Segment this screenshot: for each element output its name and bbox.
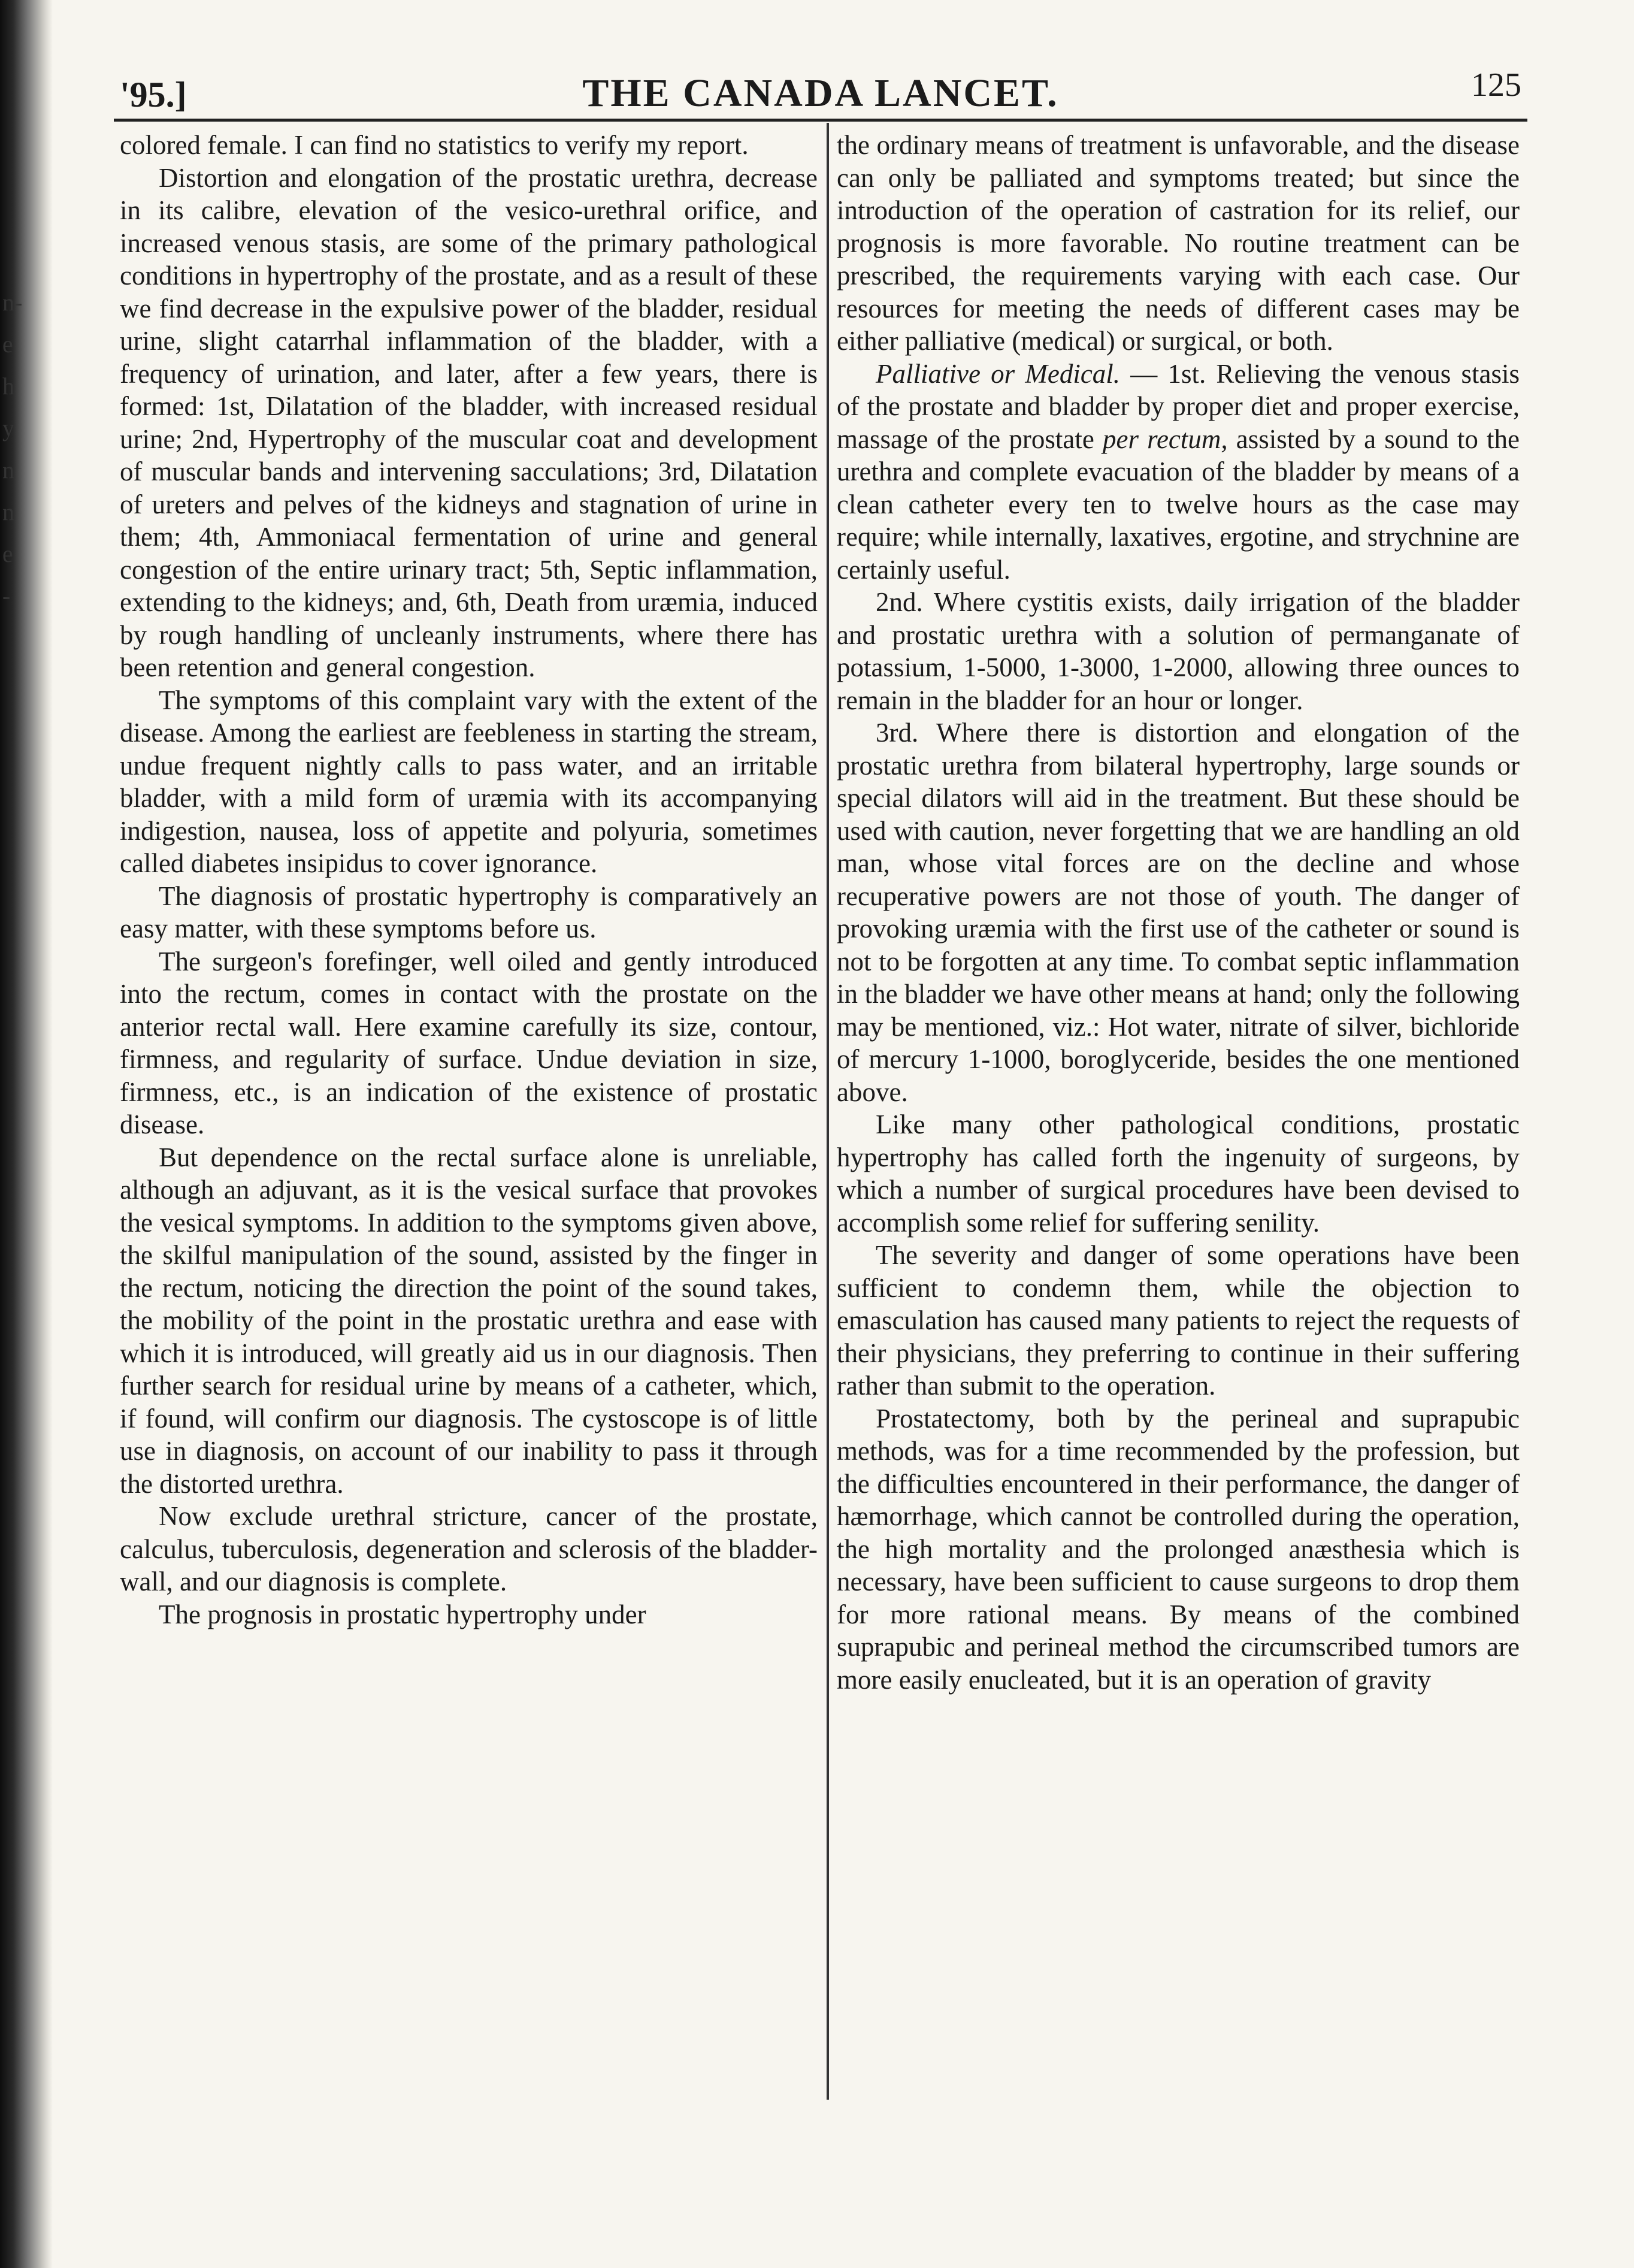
paragraph: The symptoms of this complaint vary with the extent of the disease. Among the earliest are feebleness in starting the stream, undue frequent nightly calls to pass water, and an irritable bladder, with a mild form of uræmia with its accompanying indigestion, nausea, loss of appetite and polyuria, sometimes called diabetes insipidus to cover ignorance. [120,685,818,878]
paragraph: Like many other pathological conditions, prostatic hypertrophy has called forth the ingenuity of surgeons, by which a number of surgical procedures have been devised to accomplish some relief for suffering senility. [837,1109,1520,1238]
paragraph: colored female. I can find no statistics to verify my report. [120,130,749,160]
paragraph: The surgeon's forefinger, well oiled and gently introduced into the rectum, comes in contact with the prostate on the anterior rectal wall. Here examine carefully its size, contour, firmness, and regularity of surface. Undue deviation in size, firmness, etc., is an indication of the existence of prostatic disease. [120,946,818,1139]
margin-fragments [2,282,23,617]
header-rule [114,119,1527,122]
paragraph: The prognosis in prostatic hypertrophy under [159,1599,646,1629]
page-header [120,66,1521,120]
paragraph: 3rd. Where there is distortion and elongation of the prostatic urethra from bilateral hypertrophy, large sounds or special dilators will aid in the treatment. But these should be used with caution, never forgetting that we are handling an old man, whose vital forces are on the decline and whose recuperative powers are not those of youth. The danger of provoking uræmia with the first use of the catheter or sound is not to be forgotten at any time. To combat septic inflammation in the bladder we have other means at hand; only the following may be mentioned, viz.: Hot water, nitrate of silver, bichloride of mercury 1-1000, boroglyceride, besides the one mentioned above. [837,718,1520,1107]
margin-fragment: y [2,415,14,441]
paragraph: The diagnosis of prostatic hypertrophy is comparatively an easy matter, with these symptoms before us. [120,881,818,944]
page-number: 125 [1471,66,1521,104]
section-heading: Palliative or Medical. [876,358,1121,389]
column-divider [827,123,829,2100]
text-run: — 1st. Relieving the venous stasis of the prostate and bladder by proper diet and proper exercise, massage of the prostate [837,358,1520,454]
margin-fragment: h [2,373,14,400]
volume-year: '95.] [120,75,187,114]
paragraph: Distortion and elongation of the prostatic urethra, decrease in its calibre, elevation of the vesico-urethral orifice, and increased venous stasis, are some of the primary pathological conditions in hypertrophy of the prostate, and as a result of these we find decrease in the expulsive power of the bladder, residual urine, slight catarrhal inflammation of the bladder, with a frequency of urination, and later, after a few years, there is formed: 1st, Dilatation of the bladder, with increased residual urine; 2nd, Hypertrophy of the muscular coat and development of muscular bands and intervening sacculations; 3rd, Dilatation of ureters and pelves of the kidneys and stagnation of urine in them; 4th, Ammoniacal fermentation of urine and general congestion of the entire urinary tract; 5th, Septic inflammation, extending to the kidneys; and, 6th, Death from uræmia, induced by rough handling of uncleanly instruments, where there has been retention and general congestion. [120,162,818,682]
margin-fragment: e [2,331,13,358]
paragraph [837,358,1520,586]
margin-fragment: e [2,540,13,567]
journal-title: THE CANADA LANCET. [582,71,1059,115]
left-column [120,129,818,2106]
paragraph: Now exclude urethral stricture, cancer of the prostate, calculus, tuberculosis, degeneration and sclerosis of the bladder-wall, and our diagnosis is complete. [120,1501,818,1596]
margin-fragment: n [2,456,14,483]
margin-fragment: n- [2,289,23,316]
text-run: assisted by a sound to the urethra and complete evacuation of the bladder by means of a clean catheter every ten to twelve hours as the case may require; while internally, laxatives, ergotine, and strychnine are certainly useful. [837,424,1520,585]
latin-term: per rectum, [1102,424,1228,454]
paragraph: the ordinary means of treatment is unfavorable, and the disease can only be palliated and symptoms treated; but since the introduction of the operation of castration for its relief, our prognosis is more favorable. No routine treatment can be prescribed, the requirements varying with each case. Our resources for meeting the needs of different cases may be either palliative (medical) or surgical, or both. [837,130,1520,356]
paragraph: But dependence on the rectal surface alone is unreliable, although an adjuvant, as it is the vesical surface that provokes the vesical symptoms. In addition to the symptoms given above, the skilful manipulation of the sound, assisted by the finger in the rectum, noticing the direction the point of the sound takes, the mobility of the point in the prostatic urethra and ease with which it is introduced, will greatly aid us in our diagnosis. Then further search for residual urine by means of a catheter, which, if found, will confirm our diagnosis. The cystoscope is of little use in diagnosis, on account of our inability to pass it through the distorted urethra. [120,1142,818,1499]
margin-fragment: - [2,582,11,609]
paragraph: 2nd. Where cystitis exists, daily irrigation of the bladder and prostatic urethra with a solution of permanganate of potassium, 1-5000, 1-3000, 1-2000, allowing three ounces to remain in the bladder for an hour or longer. [837,587,1520,715]
right-column [837,129,1520,2106]
paragraph: The severity and danger of some operations have been sufficient to condemn them, while the objection to emasculation has caused many patients to reject the requests of their physicians, they preferring to continue in their suffering rather than submit to the operation. [837,1240,1520,1401]
paragraph: Prostatectomy, both by the perineal and suprapubic methods, was for a time recommended by the profession, but the difficulties encountered in their performance, the danger of hæmorrhage, which cannot be controlled during the operation, the high mortality and the prolonged anæsthesia which is necessary, have been sufficient to cause surgeons to drop them for more rational means. By means of the combined suprapubic and perineal method the circumscribed tumors are more easily enucleated, but it is an operation of gravity [837,1403,1520,1695]
margin-fragment: n [2,498,14,525]
